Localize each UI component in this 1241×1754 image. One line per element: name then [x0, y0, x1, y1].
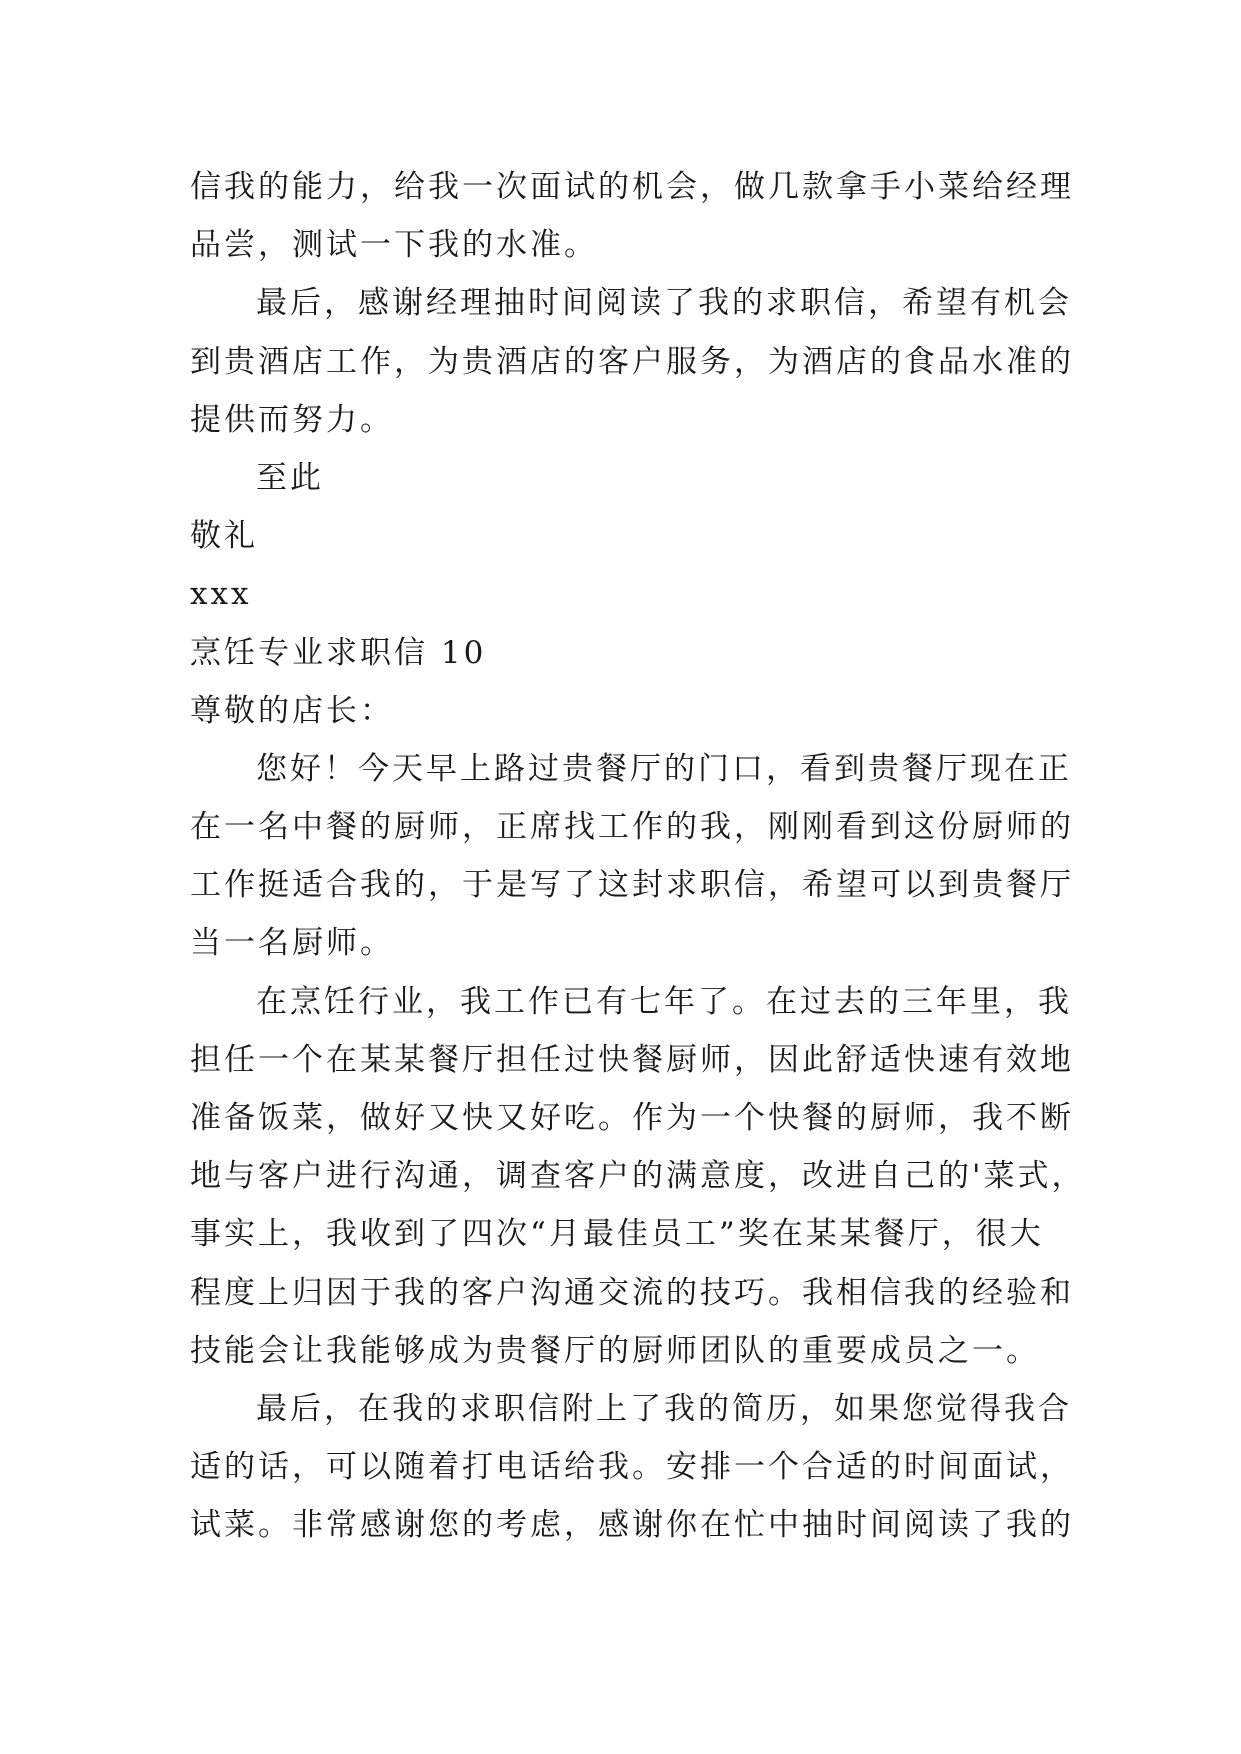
section-title: 烹饪专业求职信 10 — [190, 634, 487, 671]
text-line: 适的话，可以随着打电话给我。安排一个合适的时间面试， — [190, 1449, 1074, 1486]
text-line: 品尝，测试一下我的水准。 — [190, 227, 598, 264]
paragraph-start-line: 在烹饪行业，我工作已有七年了。在过去的三年里，我 — [256, 983, 1072, 1020]
greeting-line: 尊敬的店长： — [190, 692, 394, 729]
salutation-line: 敬礼 — [190, 518, 258, 555]
signature-line: xxx — [190, 576, 252, 613]
paragraph-start-line: 最后，感谢经理抽时间阅读了我的求职信，希望有机会 — [256, 285, 1072, 322]
text-line: 当一名厨师。 — [190, 925, 394, 962]
text-line: 事实上，我收到了四次“月最佳员工”奖在某某餐厅，很大 — [190, 1216, 1044, 1253]
text-line: 程度上归因于我的客户沟通交流的技巧。我相信我的经验和 — [190, 1274, 1074, 1311]
text-line: 担任一个在某某餐厅担任过快餐厨师，因此舒适快速有效地 — [190, 1041, 1074, 1078]
text-line: 工作挺适合我的，于是写了这封求职信，希望可以到贵餐厅 — [190, 867, 1074, 904]
text-line: 提供而努力。 — [190, 401, 394, 438]
closing-line: 至此 — [256, 459, 324, 496]
text-line: 试菜。非常感谢您的考虑，感谢你在忙中抽时间阅读了我的 — [190, 1507, 1074, 1544]
text-line: 信我的能力，给我一次面试的机会，做几款拿手小菜给经理 — [190, 169, 1074, 205]
text-line: 准备饭菜，做好又快又好吃。作为一个快餐的厨师，我不断 — [190, 1100, 1074, 1136]
text-line: 技能会让我能够成为贵餐厅的厨师团队的重要成员之一。 — [190, 1332, 1040, 1369]
text-line: 在一名中餐的厨师，正席找工作的我，刚刚看到这份厨师的 — [190, 809, 1074, 846]
text-line: 地与客户进行沟通，调查客户的满意度，改进自己的'菜式， — [190, 1158, 1086, 1195]
text-line: 到贵酒店工作，为贵酒店的客户服务，为酒店的食品水准的 — [190, 343, 1074, 380]
paragraph-start-line: 您好！今天早上路过贵餐厅的门口，看到贵餐厅现在正 — [256, 750, 1072, 787]
paragraph-start-line: 最后，在我的求职信附上了我的简历，如果您觉得我合 — [256, 1390, 1072, 1427]
document-body — [190, 158, 1086, 1555]
